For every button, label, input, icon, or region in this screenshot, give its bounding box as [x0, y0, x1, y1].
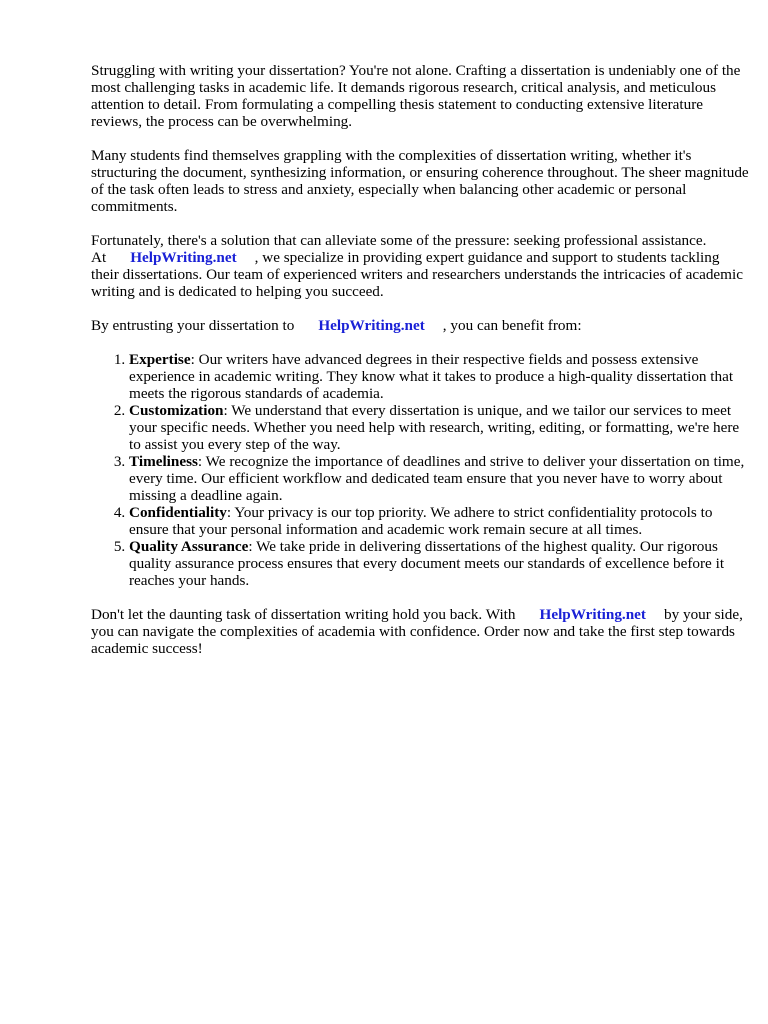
benefit-item-expertise: [129, 351, 751, 402]
benefit-text: : We understand that every dissertation is unique, and we tailor our services to meet your specific needs. Whether you need help with research, writing, editing, or formatting, we're here to assist you every step of the way.: [129, 402, 740, 453]
benefit-term: Expertise: [129, 351, 191, 368]
closing-text-before: Don't let the daunting task of dissertation writing hold you back. With: [91, 606, 516, 623]
entrust-paragraph: [91, 317, 751, 334]
solution-paragraph: [91, 232, 751, 300]
helpwriting-link-entrust[interactable]: HelpWriting.net: [318, 317, 425, 334]
intro-paragraph: Struggling with writing your dissertation? You're not alone. Crafting a dissertation is undeniably one of the most challenging tasks in academic life. It demands rigorous research, critical analysis, and meticulous attention to detail. From formulating a compelling thesis statement to conducting extensive literature reviews, the process can be overwhelming.: [91, 62, 741, 130]
benefit-text: : We recognize the importance of deadlines and strive to deliver your dissertation on time, every time. Our efficient workflow and dedicated team ensure that you never have to worry about missing a deadline again.: [129, 453, 745, 504]
benefit-item-confidentiality: [129, 504, 751, 538]
document-page: [91, 62, 751, 674]
solution-text-after: , we specialize in providing expert guidance and support to students tackling their dissertations. Our team of experienced writers and researchers understands the intricacies of academic writing and is dedicated to helping you succeed.: [91, 249, 743, 300]
benefit-item-quality-assurance: [129, 538, 751, 589]
entrust-text-after: , you can benefit from:: [442, 317, 582, 334]
helpwriting-link-closing[interactable]: HelpWriting.net: [539, 606, 646, 623]
benefit-text: : We take pride in delivering dissertations of the highest quality. Our rigorous quality assurance process ensures that every document meets our standards of excellence before it reaches your hands.: [129, 538, 725, 589]
solution-text-before: Fortunately, there's a solution that can alleviate some of the pressure: seeking professional assistance. At: [91, 232, 707, 266]
benefit-text: : Our writers have advanced degrees in their respective fields and possess extensive experience in academic writing. They know what it takes to produce a high-quality dissertation that meets the rigorous standards of academia.: [129, 351, 734, 402]
entrust-text-before: By entrusting your dissertation to: [91, 317, 295, 334]
benefit-term: Customization: [129, 402, 224, 419]
closing-text-after: by your side, you can navigate the complexities of academia with confidence. Order now and take the first step towards academic success!: [91, 606, 743, 657]
struggle-paragraph: Many students find themselves grappling with the complexities of dissertation writing, whether it's structuring the document, synthesizing information, or ensuring coherence throughout. The sheer magnitude of the task often leads to stress and anxiety, especially when balancing other academic or personal commitments.: [91, 147, 749, 215]
helpwriting-link-solution[interactable]: HelpWriting.net: [130, 249, 237, 266]
benefit-item-timeliness: [129, 453, 751, 504]
benefit-term: Quality Assurance: [129, 538, 249, 555]
benefit-term: Timeliness: [129, 453, 198, 470]
benefits-list: [91, 351, 751, 589]
closing-paragraph: [91, 606, 751, 657]
benefit-text: : Your privacy is our top priority. We adhere to strict confidentiality protocols to ensure that your personal information and academic work remain secure at all times.: [129, 504, 713, 538]
benefit-term: Confidentiality: [129, 504, 227, 521]
benefit-item-customization: [129, 402, 751, 453]
